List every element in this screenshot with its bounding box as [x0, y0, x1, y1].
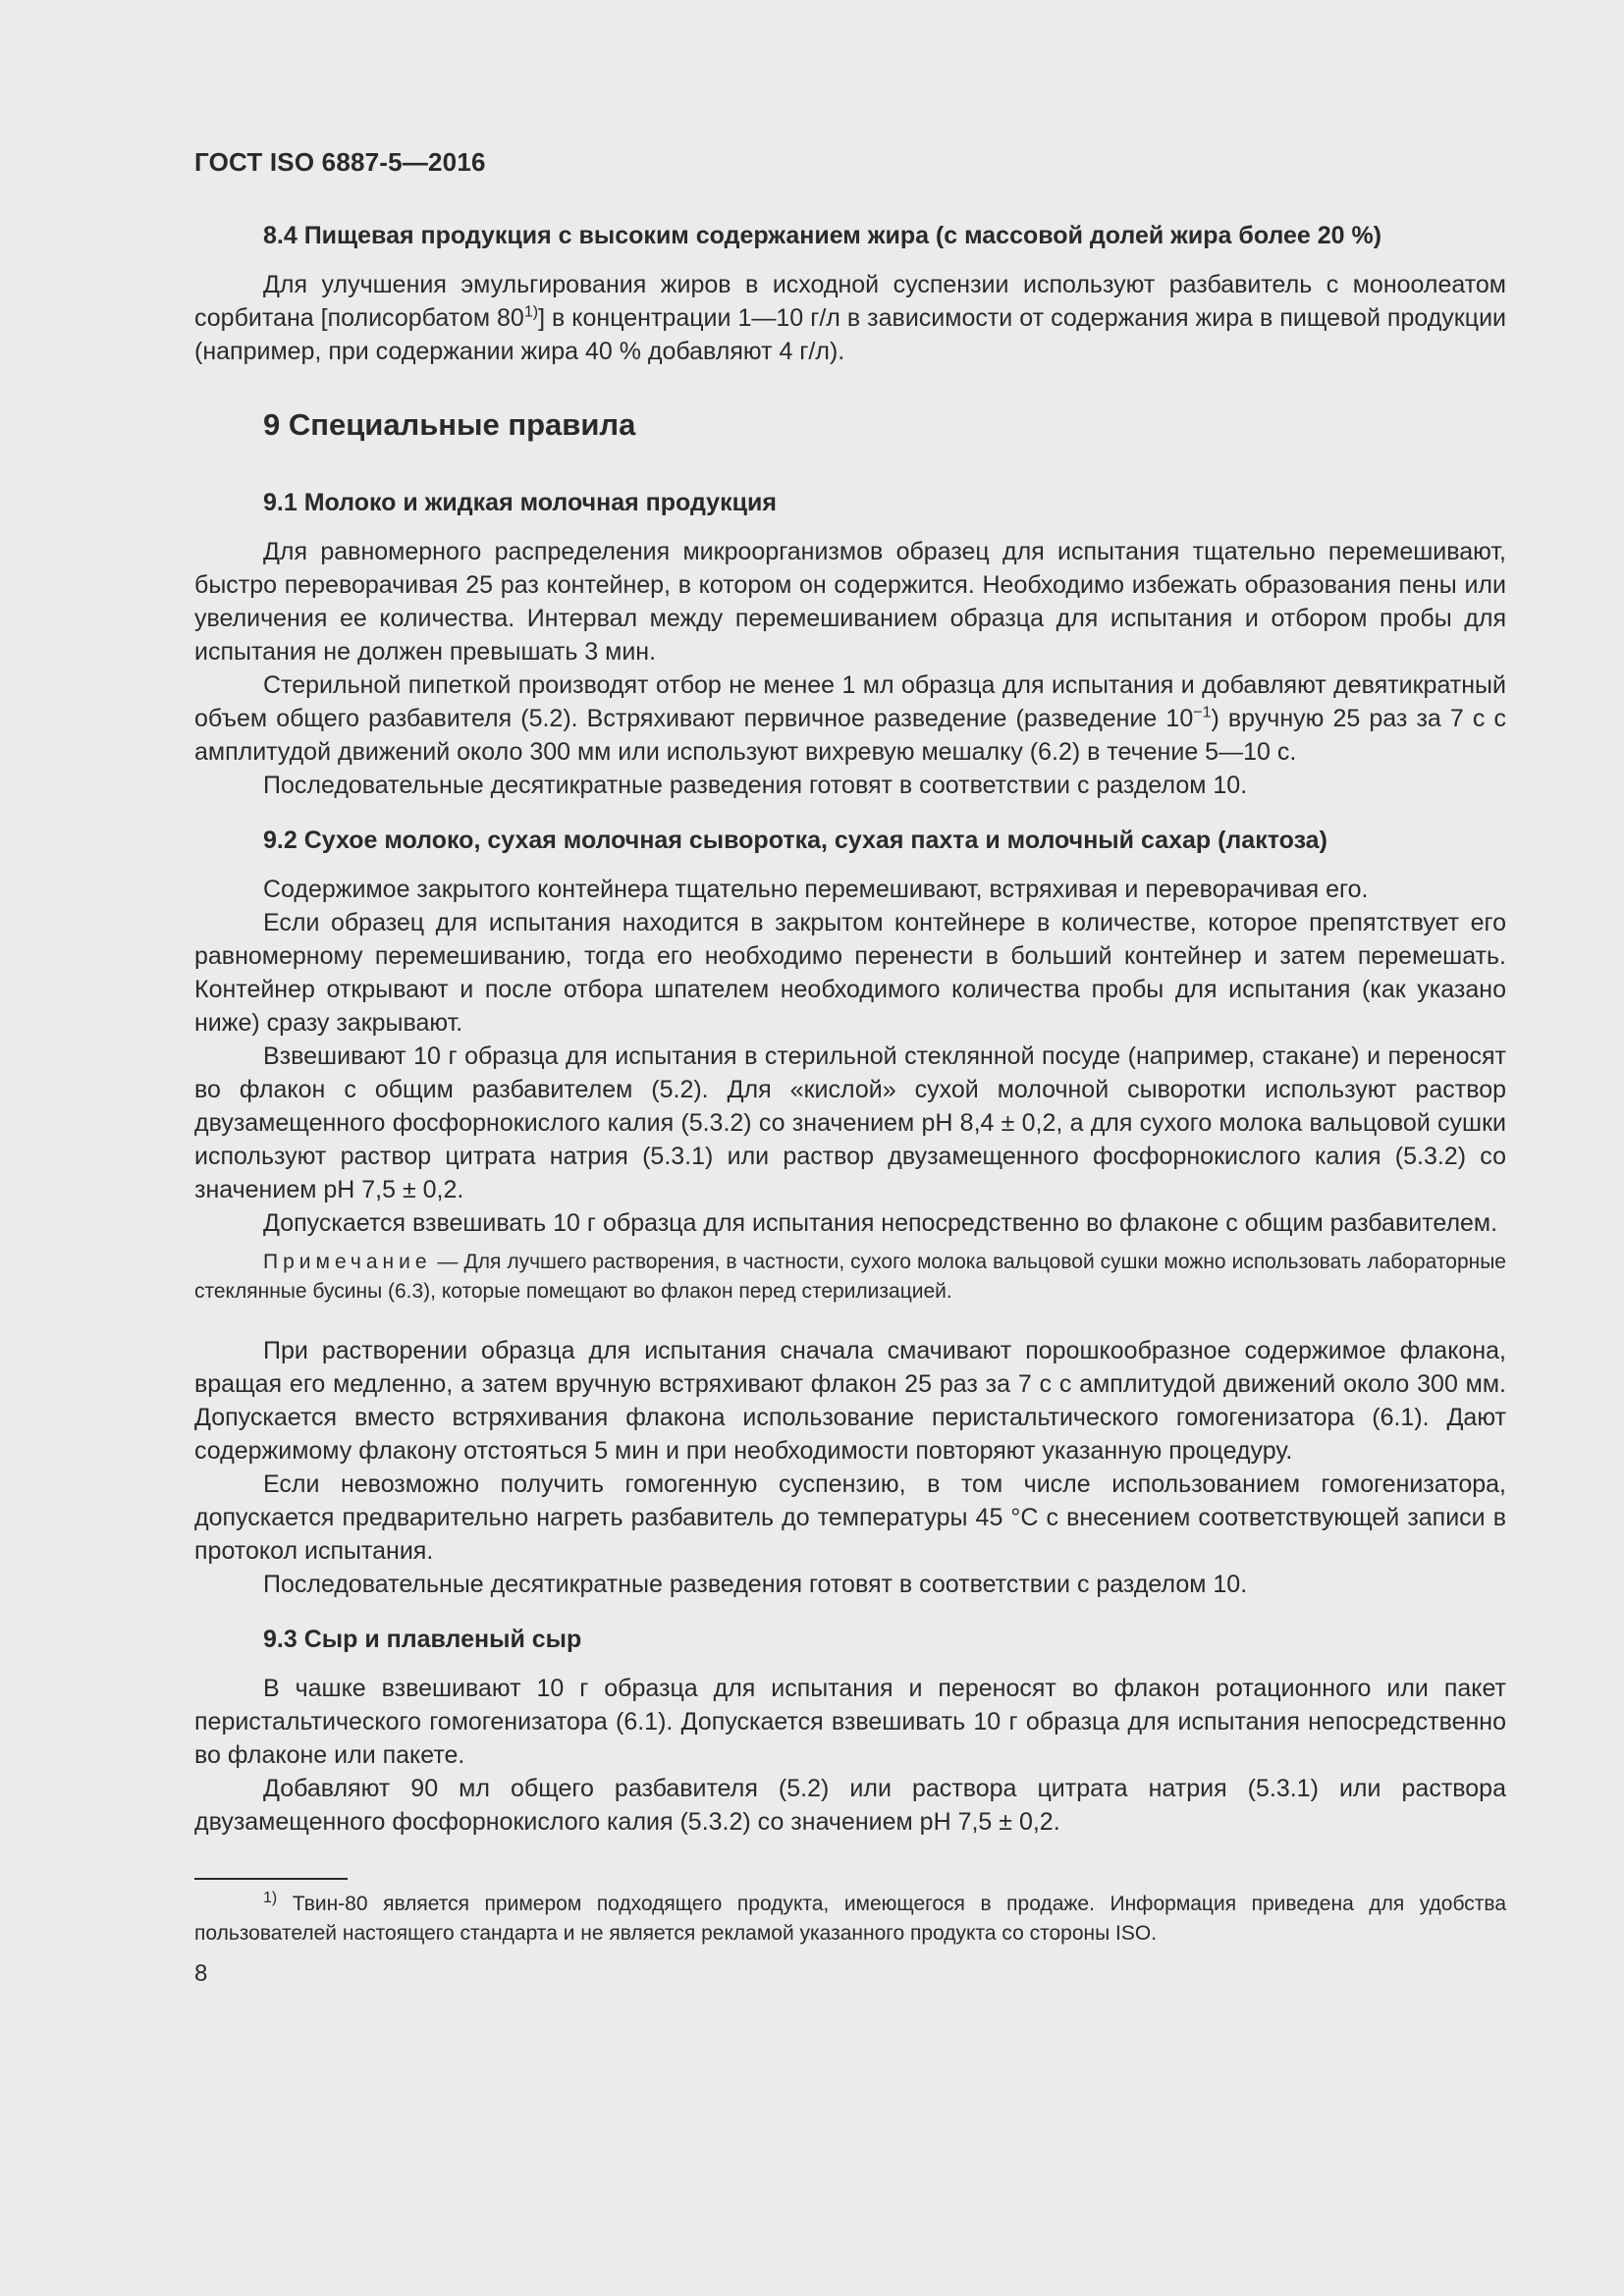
paragraph: Добавляют 90 мл общего разбавителя (5.2) или раствора цитрата натрия (5.3.1) или раствора двузамещенного фосфорнокислого калия (5.3.2) со значением pH 7,5 ± 0,2.	[194, 1775, 1506, 1836]
footnote-divider	[194, 1878, 348, 1880]
section-9-1-body	[194, 535, 1506, 802]
note-label: Примечание	[263, 1251, 432, 1273]
paragraph	[194, 668, 1506, 769]
text-run: ] в концентрации 1—10 г/л в зависимости от содержания жира в пищевой продукции (например, при содержании жира 40 % добавляют 4 г/л).	[194, 304, 1506, 365]
section-9-2-heading: 9.2 Сухое молоко, сухая молочная сыворотка, сухая пахта и молочный сахар (лактоза)	[263, 827, 1327, 854]
section-9-1-heading: 9.1 Молоко и жидкая молочная продукция	[263, 489, 777, 516]
paragraph: Последовательные десятикратные разведения готовят в соответствии с разделом 10.	[263, 1571, 1248, 1598]
paragraph: При растворении образца для испытания сначала смачивают порошкообразное содержимое флакона, вращая его медленно, а затем вручную встряхивают флакон 25 раз за 7 с с амплитудой движений около 300 мм. Допускается вместо встряхивания флакона использование перистальтического гомогенизатора (6.1). Дают содержимому флакону отстояться 5 мин и при необходимости повторяют указанную процедуру.	[194, 1337, 1506, 1465]
paragraph: Если образец для испытания находится в закрытом контейнере в количестве, которое препятствует его равномерному перемешиванию, тогда его необходимо перенести в больший контейнер и затем перемешать. Контейнер открывают и после отбора шпателем необходимого количества пробы для испытания (как указано ниже) сразу закрывают.	[194, 909, 1506, 1037]
section-9-3-body	[194, 1672, 1506, 1839]
section-9-2-body	[194, 873, 1506, 1601]
footnote	[194, 1890, 1506, 1949]
section-9-heading: 9 Специальные правила	[263, 407, 636, 442]
paragraph: Последовательные десятикратные разведения готовят в соответствии с разделом 10.	[263, 772, 1248, 799]
note	[194, 1248, 1506, 1307]
document-page	[194, 147, 1506, 1988]
exponent: −1	[1193, 704, 1212, 721]
paragraph: Если невозможно получить гомогенную суспензию, в том числе использованием гомогенизатора, допускается предварительно нагреть разбавитель до температуры 45 °С с внесением соответствующей записи в протокол испытания.	[194, 1470, 1506, 1565]
document-header: ГОСТ ISO 6887-5—2016	[194, 147, 486, 177]
footnote-text: Твин-80 является примером подходящего продукта, имеющегося в продаже. Информация приведена для удобства пользователей настоящего стандарта и не является рекламой указанного продукта со стороны ISO.	[194, 1893, 1506, 1945]
text-run: ) вручную 25 раз за 7 с с амплитудой движений около 300 мм или используют вихревую мешалку (6.2) в течение 5—10 с.	[194, 705, 1506, 766]
section-8-4-heading: 8.4 Пищевая продукция с высоким содержанием жира (с массовой долей жира более 20 %)	[263, 222, 1382, 249]
paragraph: Для равномерного распределения микроорганизмов образец для испытания тщательно перемешивают, быстро переворачивая 25 раз контейнер, в котором он содержится. Необходимо избежать образования пены или увеличения ее количества. Интервал между перемешиванием образца для испытания и отбором пробы для испытания не должен превышать 3 мин.	[194, 538, 1506, 666]
page-number: 8	[194, 1960, 208, 1987]
section-9-3-heading: 9.3 Сыр и плавленый сыр	[263, 1626, 582, 1653]
text-run: Стерильной пипеткой производят отбор не менее 1 мл образца для испытания и добавляют девятикратный объем общего разбавителя (5.2). Встряхивают первичное разведение (разведение 10	[194, 671, 1506, 732]
paragraph: Взвешивают 10 г образца для испытания в стерильной стеклянной посуде (например, стакане) и переносят во флакон с общим разбавителем (5.2). Для «кислой» сухой молочной сыворотки используют раствор двузамещенного фосфорнокислого калия (5.3.2) со значением pH 8,4 ± 0,2, а для сухого молока вальцовой сушки используют раствор цитрата натрия (5.3.1) или раствор двузамещенного фосфорнокислого калия (5.3.2) со значением pH 7,5 ± 0,2.	[194, 1042, 1506, 1203]
section-8-4-body	[194, 268, 1506, 368]
footnote-mark: 1)	[263, 1890, 278, 1906]
footnote-ref[interactable]: 1)	[523, 303, 539, 321]
section-8-4-paragraph	[194, 268, 1506, 368]
paragraph: Содержимое закрытого контейнера тщательно перемешивают, встряхивая и переворачивая его.	[263, 876, 1369, 903]
text-run: Для улучшения эмульгирования жиров в исходной суспензии используют разбавитель с моноолеатом сорбитана [полисорбатом 80	[194, 271, 1506, 332]
paragraph: Допускается взвешивать 10 г образца для испытания непосредственно во флаконе с общим разбавителем.	[263, 1209, 1498, 1237]
note-text: — Для лучшего растворения, в частности, сухого молока вальцовой сушки можно использовать лабораторные стеклянные бусины (6.3), которые помещают во флакон перед стерилизацией.	[194, 1251, 1506, 1303]
paragraph: В чашке взвешивают 10 г образца для испытания и переносят во флакон ротационного или пакет перистальтического гомогенизатора (6.1). Допускается взвешивать 10 г образца для испытания непосредственно во флаконе или пакете.	[194, 1675, 1506, 1769]
